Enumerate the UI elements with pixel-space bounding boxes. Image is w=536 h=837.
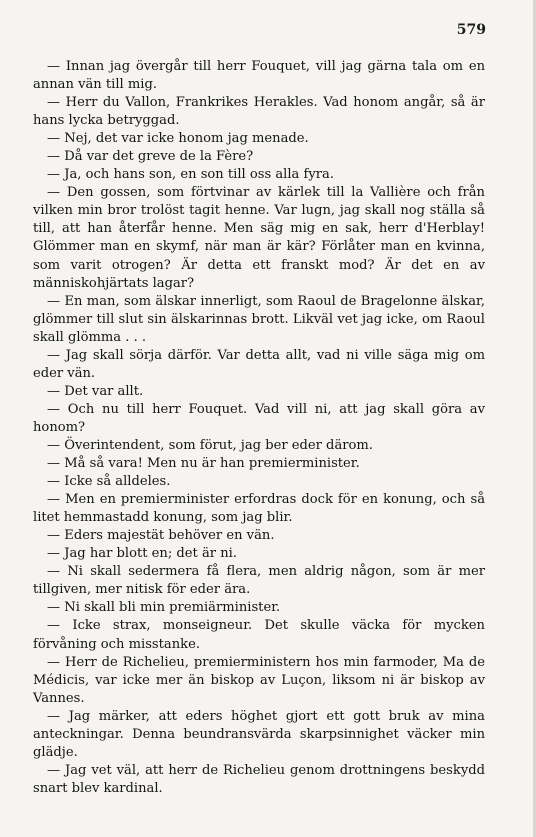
paragraph: — Ja, och hans son, en son till oss alla fyra. <box>47 167 334 183</box>
paragraph: — En man, som älskar innerligt, som Raoul de Bragelonne älskar, glömmer till slut sin älskarinnas brott. Likväl vet jag icke, om Raoul skall glömma . . . <box>33 293 485 345</box>
paragraph: — Må så vara! Men nu är han premierminister. <box>47 456 360 472</box>
paragraph: — Och nu till herr Fouquet. Vad vill ni, att jag skall göra av honom? <box>33 401 485 435</box>
paragraph: — Då var det greve de la Fère? <box>47 149 254 165</box>
paragraph: — Jag skall sörja därför. Var detta allt, vad ni ville säga mig om eder vän. <box>33 347 485 381</box>
paragraph: — Ni skall bli min premiärminister. <box>47 600 281 616</box>
page-number: 579 <box>456 22 486 38</box>
paragraph: — Överintendent, som förut, jag ber eder därom. <box>47 437 373 453</box>
paragraph: — Icke så alldeles. <box>47 474 171 490</box>
paragraph: — Det var allt. <box>47 383 144 399</box>
paragraph: — Icke strax, monseigneur. Det skulle väcka för mycken förvåning och misstanke. <box>33 618 485 652</box>
paragraph: — Jag vet väl, att herr de Richelieu genom drottningens beskydd snart blev kardinal. <box>33 762 485 796</box>
paragraph: — Jag märker, att eders höghet gjort ett gott bruk av mina anteckningar. Denna beundransvärda skarpsinnighet väcker min glädje. <box>33 708 485 760</box>
paragraph: — Innan jag övergår till herr Fouquet, vill jag gärna tala om en annan vän till mig. <box>33 59 485 93</box>
paragraph: — Ni skall sedermera få flera, men aldrig någon, som är mer tillgiven, mer nitisk för eder ära. <box>33 564 485 598</box>
paragraph: — Eders majestät behöver en vän. <box>47 528 275 544</box>
paragraph: — Nej, det var icke honom jag menade. <box>47 131 309 147</box>
paragraph: — Den gossen, som förtvinar av kärlek till la Vallière och från vilken min bror trolöst tagit henne. Var lugn, jag skall nog ställa så till, att han återfår henne. Men säg mig en sak, herr d'Herblay! Glömmer man en skymf, när man är kär? Förlåter man en kvinna, som varit otrogen? Är detta ett franskt mod? Är det en av människohjärtats lagar? <box>33 185 485 291</box>
paragraph: — Jag har blott en; det är ni. <box>47 546 237 562</box>
paragraph: — Herr du Vallon, Frankrikes Herakles. Vad honom angår, så är hans lycka betryggad. <box>33 95 485 129</box>
paragraph: — Men en premierminister erfordras dock för en konung, och så litet hemmastadd konung, som jag blir. <box>33 492 485 526</box>
body-text <box>33 58 485 798</box>
paragraph: — Herr de Richelieu, premierministern hos min farmoder, Ma de Médicis, var icke mer än biskop av Luçon, liksom ni är biskop av Vannes. <box>33 654 485 706</box>
